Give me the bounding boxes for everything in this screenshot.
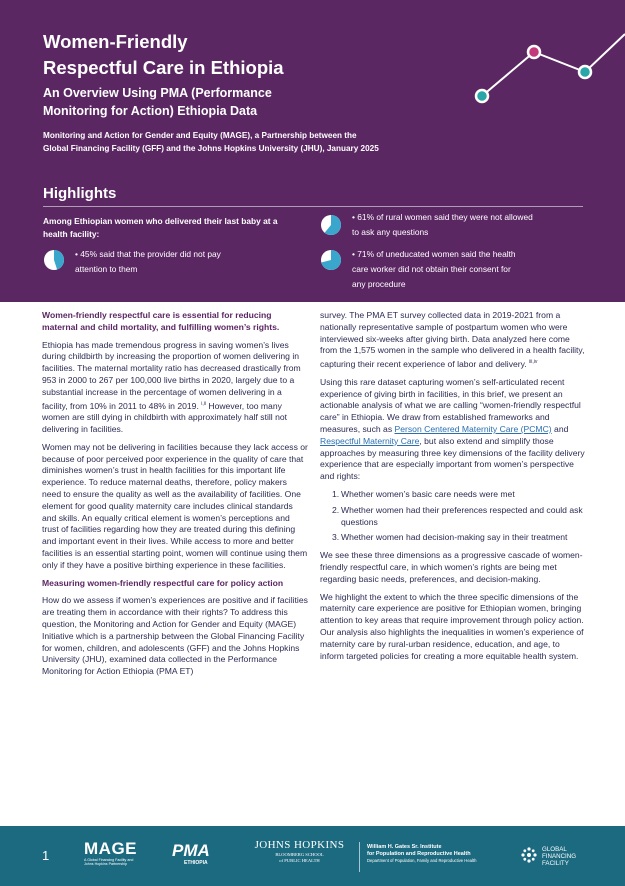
logo-divider	[359, 842, 360, 872]
gates-department: Department of Population, Family and Reproductive Health	[367, 858, 477, 863]
gates-institute-name: William H. Gates Sr. Institute for Population and Reproductive Health	[367, 844, 471, 857]
highlight-text: • 71% of uneducated women said the health care worker did not obtain their consent for any procedure	[352, 249, 516, 289]
pie-chart-icon	[320, 249, 342, 271]
pma-wordmark: PMA	[172, 841, 210, 860]
gff-wordmark: GLOBAL FINANCING FACILITY	[542, 846, 577, 867]
list-number: 2.	[332, 504, 340, 515]
pma-logo	[172, 842, 222, 866]
pcmc-link[interactable]: Person Centered Maternity Care (PCMC)	[394, 424, 552, 435]
right-column	[320, 310, 586, 668]
list-text: Whether women’s basic care needs were met	[341, 489, 515, 500]
reference-marker: iii,iv	[529, 359, 538, 366]
list-text: Whether women had their preferences respected and could ask questions	[341, 504, 583, 527]
pma-country: ETHIOPIA	[184, 860, 208, 866]
list-item	[320, 489, 586, 501]
highlights-intro: Among Ethiopian women who delivered their last baby at a health facility:	[43, 216, 278, 239]
section-subheading: Measuring women-friendly respectful care for policy action	[42, 577, 284, 588]
highlight-text: • 45% said that the provider did not pay attention to them	[75, 249, 221, 274]
mage-tagline: A Global Financing Facility and Johns Hopkins Partnership	[84, 858, 134, 867]
jh-school: BLOOMBERG SCHOOL of PUBLIC HEALTH	[275, 852, 324, 863]
header-banner	[0, 0, 625, 302]
paragraph	[320, 377, 586, 483]
paragraph: We see these three dimensions as a progressive cascade of women-friendly respectful care, in which women’s rights are being met regarding basic needs, preferences, and decision-making.	[320, 550, 583, 584]
jh-wordmark: JOHNS HOPKINS	[254, 839, 345, 851]
list-number: 1.	[332, 489, 340, 500]
line-chart-decoration	[470, 30, 625, 110]
paragraph-text: Ethiopia has made tremendous progress in saving women’s lives during childbirth by increasing the proportion of women delivering in facilities. The maternal mortality ratio has decreased drastically from 953 in 2000 to 267 per 100,000 live births in 2020, largely due to a substantial increase in the percentage of women delivering in a facility, from 10% in 2011 to 48% in 2019.	[42, 339, 301, 411]
paragraph-text: , but also extend and simplify those approaches by measuring three key dimensions of the facility delivery experience that are especially important from women’s perspective and rights:	[320, 435, 585, 482]
mage-wordmark: MAGE	[84, 839, 137, 858]
list-item	[320, 505, 586, 529]
paragraph: Women may not be delivering in facilities because they lack access or because of poor perceived poor experience in the quality of care that diminishes women’s trust in health facilities for this important life experience. To reduce maternal deaths, therefore, policy makers need to ensure the quality as well as the availability of facilities. One element for good quality maternity care includes clinical standards and skills. An equally critical element is women’s perceptions and trust of facilities regarding how they are treated during this defining and important event in their lives. While access to more and better facilities is an essential starting point, women will continue using them only if they have a positive birthing experience in these facilities.	[42, 441, 308, 570]
respectful-maternity-care-link[interactable]: Respectful Maternity Care	[320, 435, 420, 446]
left-column	[42, 310, 308, 684]
paragraph-text: and	[551, 424, 569, 435]
highlights-heading: Highlights	[43, 185, 117, 202]
paragraph	[320, 310, 586, 371]
byline: Monitoring and Action for Gender and Equity (MAGE), a Partnership between the Global Financing Facility (GFF) and the Johns Hopkins University (JHU), January 2025	[43, 131, 379, 153]
dimensions-list	[320, 489, 586, 544]
reference-marker: i,ii	[201, 400, 206, 407]
page-number: 1	[42, 848, 50, 863]
paragraph-text: survey. The PMA ET survey collected data in 2019-2021 from a nationally representative sample of postpartum women who were interviewed six-weeks after giving birth. Data analyzed here come from the 1,575 women in the sample who delivered in a health facility, capturing their recent experience of labor and delivery.	[320, 310, 585, 370]
paragraph	[42, 340, 308, 436]
mage-logo	[84, 840, 144, 866]
list-item	[320, 532, 586, 544]
paragraph: How do we assess if women’s experiences are positive and if facilities are treating them in accordance with their rights? To address this question, the Monitoring and Action for Gender and Equity (MAGE) Initiative which is a partnership between the Global Financing Facility for women, children, and adolescents (GFF) and the Johns Hopkins University (JHU), examined data collected in the Performance Monitoring for Action Ethiopia (PMA ET)	[42, 595, 308, 677]
paragraph-text: Using this rare dataset capturing women’s self-articulated recent experience of giving birth in facilities, in this brief, we present an actionable analysis of what we are calling “women-friendly respectful care” in Ethiopia. We draw from established frameworks and measures, such as	[320, 376, 581, 435]
lead-statement: Women-friendly respectful care is essential for reducing maternal and child mortality, and fulfilling women’s rights.	[42, 310, 280, 332]
gff-emblem-icon	[520, 846, 538, 864]
page-subtitle: An Overview Using PMA (Performance Monitoring for Action) Ethiopia Data	[43, 86, 272, 118]
pie-chart-icon	[43, 249, 65, 271]
page-title: Women-Friendly Respectful Care in Ethiopia	[43, 31, 284, 78]
list-number: 3.	[332, 532, 340, 543]
list-text: Whether women had decision-making say in their treatment	[341, 532, 568, 543]
paragraph: We highlight the extent to which the three specific dimensions of the maternity care experience are positive for Ethiopian women, bringing attention to key areas that require improvement through policy action. Our analysis also highlights the inequalities in women’s experience of maternity care by rural-urban residence, education, and age, to inform targeted policies for creating a more equitable health system.	[320, 591, 584, 661]
highlights-divider	[43, 206, 583, 207]
footer-bar	[0, 826, 625, 886]
gates-institute-logo	[367, 844, 507, 864]
pie-chart-icon	[320, 214, 342, 236]
paragraph-text: However, too many women are still dying in childbirth with approximately half still not delivering in facilities.	[42, 400, 288, 435]
highlight-text: • 61% of rural women said they were not allowed to ask any questions	[352, 212, 533, 237]
johns-hopkins-logo	[252, 839, 347, 863]
